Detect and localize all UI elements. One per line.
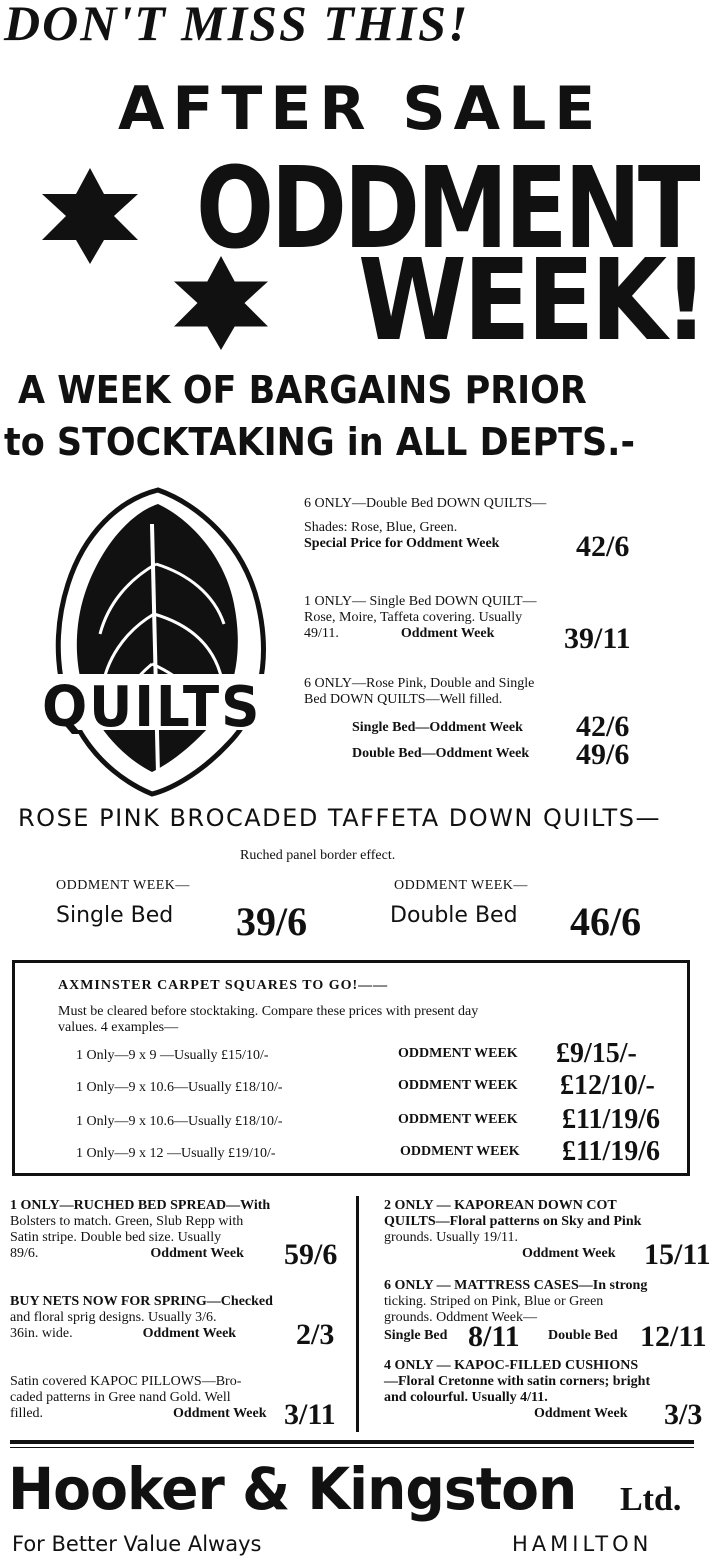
quilts-logo-text: QUILTS <box>42 675 262 740</box>
column-divider <box>356 1196 359 1432</box>
offer-title: BUY NETS NOW FOR SPRING—Checked <box>10 1294 273 1309</box>
price: 12/11 <box>640 1320 707 1353</box>
tagline: DON'T MISS THIS! <box>4 0 470 51</box>
offer-text: Satin stripe. Double bed size. Usually <box>10 1230 222 1245</box>
price: 59/6 <box>284 1238 338 1271</box>
subheadline-1: A WEEK OF BARGAINS PRIOR <box>18 368 587 412</box>
left-offer-1 <box>10 1198 270 1262</box>
carpet-row-label: ODDMENT WEEK <box>398 1112 518 1127</box>
offer-text: QUILTS—Floral patterns on Sky and Pink <box>384 1214 642 1229</box>
offer-text: Shades: Rose, Blue, Green. <box>304 520 458 535</box>
headline-oddment: ODDMENT <box>196 144 698 274</box>
offer-text: and colourful. Usually 4/11. <box>384 1390 548 1405</box>
offer-title: 6 ONLY — MATTRESS CASES—In strong <box>384 1278 648 1293</box>
price: £12/10/- <box>560 1070 655 1101</box>
right-offer-1 <box>384 1198 641 1246</box>
offer-label: Oddment Week <box>173 1406 267 1421</box>
price: 39/6 <box>236 899 308 944</box>
offer-title: 1 ONLY— Single Bed DOWN QUILT— <box>304 594 537 609</box>
taffeta-left-label: ODDMENT WEEK— <box>56 878 190 893</box>
subheadline-2: to STOCKTAKING in ALL DEPTS.- <box>4 420 635 464</box>
taffeta-right-name: Double Bed <box>390 903 518 928</box>
price: 42/6 <box>576 710 630 743</box>
offer-text: Special Price for Oddment Week <box>304 536 500 551</box>
offer-title: Satin covered KAPOC PILLOWS—Bro- <box>10 1374 242 1389</box>
footer-town: HAMILTON <box>512 1532 653 1556</box>
footer-slogan: For Better Value Always <box>12 1532 262 1556</box>
offer-text: Bed DOWN QUILTS—Well filled. <box>304 692 503 707</box>
carpet-intro-line: values. 4 examples— <box>58 1020 179 1035</box>
quilt-leaf-illustration <box>48 484 278 800</box>
carpet-row-label: ODDMENT WEEK <box>400 1144 520 1159</box>
offer-title: 6 ONLY—Double Bed DOWN QUILTS— <box>304 496 547 511</box>
offer-label: Double Bed—Oddment Week <box>352 746 530 761</box>
right-offer-2 <box>384 1278 647 1326</box>
offer-title: 2 ONLY — KAPOREAN DOWN COT <box>384 1198 617 1213</box>
carpet-row-desc: 1 Only—9 x 10.6—Usually £18/10/- <box>76 1080 283 1095</box>
price: 39/11 <box>564 622 631 655</box>
price: 2/3 <box>296 1318 335 1351</box>
offer-text: grounds. Usually 19/11. <box>384 1230 519 1245</box>
offer-title: 4 ONLY — KAPOC-FILLED CUSHIONS <box>384 1358 639 1373</box>
price: 15/11 <box>644 1238 711 1271</box>
carpet-row-desc: 1 Only—9 x 10.6—Usually £18/10/- <box>76 1114 283 1129</box>
offer-text: —Floral Cretonne with satin corners; bright <box>384 1374 651 1389</box>
carpet-row <box>76 1114 283 1130</box>
carpet-row <box>76 1048 269 1064</box>
offer-label: Single Bed—Oddment Week <box>352 720 523 735</box>
footer-rule-thin <box>10 1447 694 1448</box>
headline-after-sale: AFTER SALE <box>118 74 604 144</box>
price: 8/11 <box>468 1320 520 1353</box>
offer-label: Oddment Week <box>400 626 495 641</box>
offer-text: 36in. wide. <box>10 1326 73 1341</box>
offer-text: grounds. Oddment Week— <box>384 1310 537 1325</box>
offer-label: Oddment Week <box>150 1246 244 1261</box>
carpet-heading: AXMINSTER CARPET SQUARES TO GO!—— <box>58 978 389 993</box>
brand-suffix: Ltd. <box>620 1481 682 1518</box>
offer-text: ticking. Striped on Pink, Blue or Green <box>384 1294 604 1309</box>
left-offer-3 <box>10 1374 267 1422</box>
offer-text: filled. <box>10 1406 44 1421</box>
offer-title: 1 ONLY—RUCHED BED SPREAD—With <box>10 1198 271 1213</box>
offer-text: Rose, Moire, Taffeta covering. Usually <box>304 610 523 625</box>
carpet-row-desc: 1 Only—9 x 9 —Usually £15/10/- <box>76 1048 269 1063</box>
price: 3/11 <box>284 1398 336 1431</box>
offer-label: Oddment Week <box>142 1326 237 1341</box>
offer-label: Single Bed <box>384 1328 448 1343</box>
price: £11/19/6 <box>562 1104 661 1135</box>
left-offer-2 <box>10 1294 273 1342</box>
carpet-row-label: ODDMENT WEEK <box>398 1046 518 1061</box>
quilt-offer-3 <box>304 676 694 708</box>
quilt-offer-1 <box>304 496 694 552</box>
carpet-intro <box>58 1004 478 1036</box>
star-icon <box>172 256 270 350</box>
offer-text: Bolsters to match. Green, Slub Repp with <box>10 1214 244 1229</box>
taffeta-right-label: ODDMENT WEEK— <box>394 878 528 893</box>
offer-text: caded patterns in Gree nand Gold. Well <box>10 1390 231 1405</box>
price: £11/19/6 <box>562 1136 661 1167</box>
carpet-row-desc: 1 Only—9 x 12 —Usually £19/10/- <box>76 1146 276 1161</box>
offer-label: Double Bed <box>548 1328 618 1343</box>
brand-name: Hooker & Kingston <box>8 1455 577 1523</box>
offer-title: 6 ONLY—Rose Pink, Double and Single <box>304 676 535 691</box>
right-offer-3 <box>384 1358 650 1406</box>
taffeta-left-name: Single Bed <box>56 903 174 928</box>
taffeta-subheading: Ruched panel border effect. <box>240 848 396 863</box>
headline-week: WEEK! <box>358 236 706 366</box>
offer-text: and floral sprig designs. Usually 3/6. <box>10 1310 217 1325</box>
offer-text: 89/6. <box>10 1246 39 1261</box>
carpet-row-label: ODDMENT WEEK <box>398 1078 518 1093</box>
price: 46/6 <box>570 899 642 944</box>
offer-text: 49/11. <box>304 626 339 641</box>
price: £9/15/- <box>556 1038 637 1069</box>
quilt-offer-2 <box>304 594 694 642</box>
carpet-row <box>76 1146 276 1162</box>
carpet-intro-line: Must be cleared before stocktaking. Compare these prices with present day <box>58 1004 479 1019</box>
carpet-row <box>76 1080 283 1096</box>
star-icon <box>40 168 140 264</box>
offer-label: Oddment Week <box>522 1246 616 1261</box>
offer-label: Oddment Week <box>534 1406 628 1421</box>
price: 42/6 <box>576 530 630 563</box>
footer-rule-top <box>10 1440 694 1444</box>
price: 49/6 <box>576 738 630 771</box>
price: 3/3 <box>664 1398 703 1431</box>
taffeta-heading: ROSE PINK BROCADED TAFFETA DOWN QUILTS— <box>18 804 661 832</box>
